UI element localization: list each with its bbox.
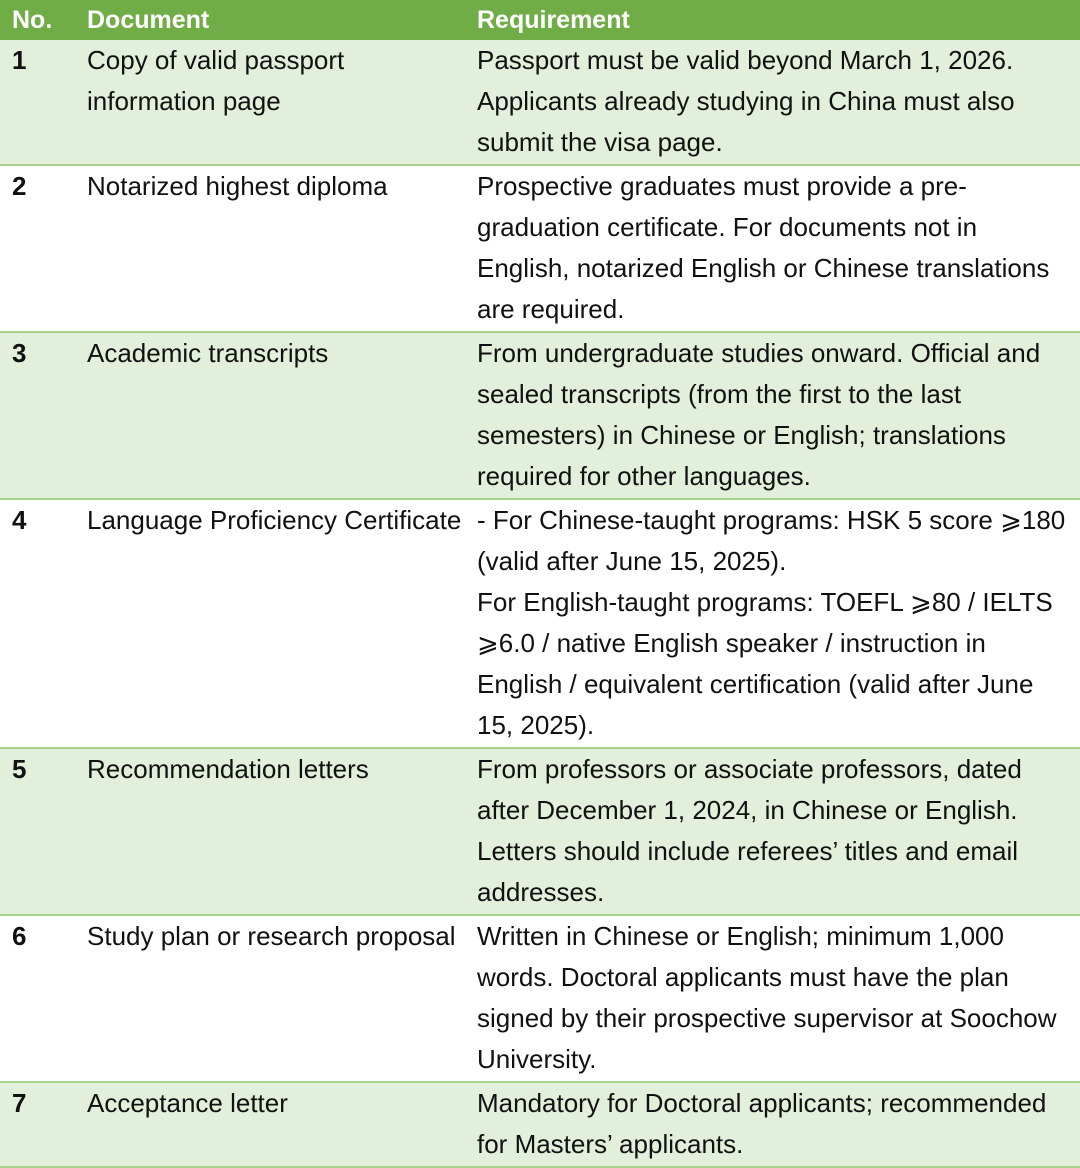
table-row xyxy=(0,332,1080,499)
requirement-text xyxy=(466,1082,1080,1167)
requirement-line: Mandatory for Doctoral applicants; recommended for Masters’ applicants. xyxy=(477,1088,1047,1159)
requirement-line: From undergraduate studies onward. Official and sealed transcripts (from the first to the last semesters) in Chinese or English; translations required for other languages. xyxy=(477,338,1041,491)
table-header-row xyxy=(0,0,1080,40)
row-number: 2 xyxy=(0,165,76,332)
requirement-line: Passport must be valid beyond March 1, 2026. Applicants already studying in China must also submit the visa page. xyxy=(477,45,1015,157)
requirement-text xyxy=(466,915,1080,1082)
table-row xyxy=(0,915,1080,1082)
table-row xyxy=(0,499,1080,748)
requirement-text xyxy=(466,332,1080,499)
row-number: 3 xyxy=(0,332,76,499)
document-name: Academic transcripts xyxy=(76,332,466,499)
header-requirement: Requirement xyxy=(466,0,1080,40)
document-name: Notarized highest diploma xyxy=(76,165,466,332)
requirement-text xyxy=(466,748,1080,915)
document-name: Study plan or research proposal xyxy=(76,915,466,1082)
row-number: 6 xyxy=(0,915,76,1082)
table-row xyxy=(0,165,1080,332)
requirement-line: Written in Chinese or English; minimum 1,000 words. Doctoral applicants must have the plan signed by their prospective supervisor at Soochow University. xyxy=(477,921,1057,1074)
document-name: Copy of valid passport information page xyxy=(76,40,466,165)
row-number: 4 xyxy=(0,499,76,748)
requirement-line: For English-taught programs: TOEFL ⩾80 / IELTS ⩾6.0 / native English speaker / instruction in English / equivalent certification (valid after June 15, 2025). xyxy=(477,587,1053,740)
table-row xyxy=(0,40,1080,165)
header-no: No. xyxy=(0,0,76,40)
row-number: 5 xyxy=(0,748,76,915)
requirement-line: - For Chinese-taught programs: HSK 5 score ⩾180 (valid after June 15, 2025). xyxy=(477,505,1066,576)
document-name: Language Proficiency Certificate xyxy=(76,499,466,748)
requirement-line: From professors or associate professors, dated after December 1, 2024, in Chinese or English. Letters should include referees’ titles and email addresses. xyxy=(477,754,1022,907)
requirement-text xyxy=(466,165,1080,332)
table-body xyxy=(0,40,1080,1167)
row-number: 7 xyxy=(0,1082,76,1167)
row-number: 1 xyxy=(0,40,76,165)
requirement-line: Prospective graduates must provide a pre-graduation certificate. For documents not in English, notarized English or Chinese translations are required. xyxy=(477,171,1050,324)
table-row xyxy=(0,748,1080,915)
requirement-text xyxy=(466,40,1080,165)
document-name: Recommendation letters xyxy=(76,748,466,915)
table-row xyxy=(0,1082,1080,1167)
header-document: Document xyxy=(76,0,466,40)
requirement-text xyxy=(466,499,1080,748)
document-name: Acceptance letter xyxy=(76,1082,466,1167)
